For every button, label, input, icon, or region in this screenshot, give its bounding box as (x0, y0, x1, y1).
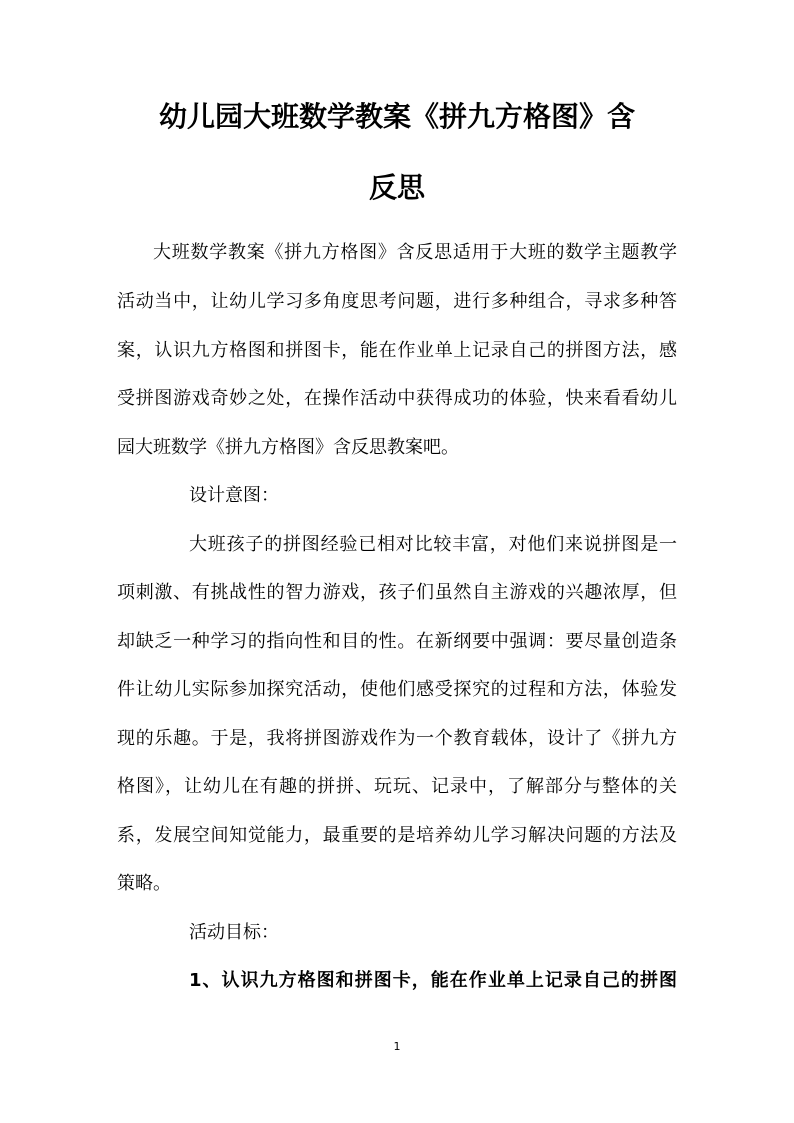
intro-line-2: 活动当中，让幼儿学习多角度思考问题，进行多种组合，寻求多种答 (117, 291, 677, 312)
page-number: 1 (393, 1040, 401, 1053)
design-line-6: 格图》，让幼儿在有趣的拼拼、玩玩、记录中，了解部分与整体的关 (117, 776, 677, 797)
design-line-5: 现的乐趣。于是，我将拼图游戏作为一个教育载体，设计了《拼九方 (117, 728, 677, 749)
goal-item-1: 1、认识九方格图和拼图卡，能在作业单上记录自己的拼图 (189, 970, 677, 991)
intro-line-4: 受拼图游戏奇妙之处，在操作活动中获得成功的体验，快来看看幼儿 (117, 388, 677, 409)
design-line-1: 大班孩子的拼图经验已相对比较丰富，对他们来说拼图是一 (189, 534, 677, 555)
intro-line-5: 园大班数学《拼九方格图》含反思教案吧。 (117, 437, 459, 458)
goals-heading: 活动目标： (189, 922, 279, 943)
design-line-2: 项刺激、有挑战性的智力游戏，孩子们虽然自主游戏的兴趣浓厚，但 (117, 582, 677, 603)
design-line-4: 件让幼儿实际参加探究活动，使他们感受探究的过程和方法，体验发 (117, 679, 677, 700)
document-title-line-2: 反思 (368, 171, 425, 204)
design-line-3: 却缺乏一种学习的指向性和目的性。在新纲要中强调：要尽量创造条 (117, 631, 677, 652)
intro-line-1: 大班数学教案《拼九方格图》含反思适用于大班的数学主题教学 (153, 242, 677, 263)
document-title-line-1: 幼儿园大班数学教案《拼九方格图》含 (158, 100, 635, 133)
design-line-7: 系，发展空间知觉能力，最重要的是培养幼儿学习解决问题的方法及 (117, 825, 677, 846)
design-line-8: 策略。 (117, 873, 171, 894)
design-heading: 设计意图： (189, 485, 279, 506)
intro-line-3: 案，认识九方格图和拼图卡，能在作业单上记录自己的拼图方法，感 (117, 340, 677, 361)
